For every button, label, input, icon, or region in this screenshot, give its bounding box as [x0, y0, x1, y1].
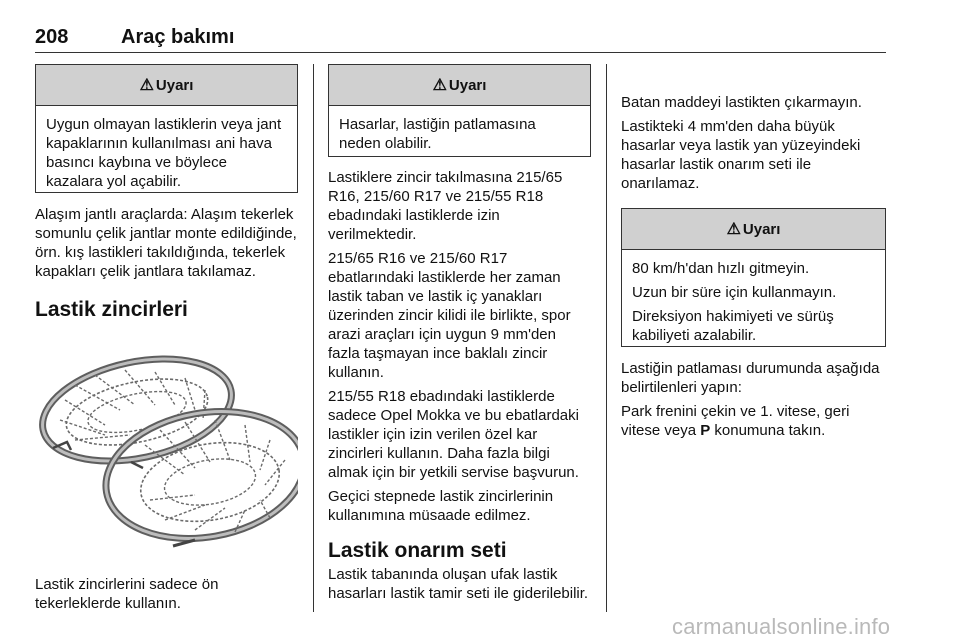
column-divider-2 [606, 64, 607, 612]
warning-header [329, 65, 590, 106]
warning-title: Uyarı [742, 220, 781, 238]
paragraph: Lastikteki 4 mm'den daha büyük hasarlar veya lastik yan yüzeyindeki hasarlar lastik onarım seti ile onarılamaz. [621, 118, 861, 192]
paragraph-text: Park frenini çekin ve 1. vitese, geri vitese veya [621, 403, 850, 439]
warning-line: Uzun bir süre için kullanmayın. [632, 284, 837, 301]
page-header [35, 26, 885, 54]
warning-body [329, 106, 590, 161]
column-2 [328, 64, 591, 603]
column-1-caption [35, 575, 298, 613]
header-rule [35, 52, 886, 53]
warning-box [621, 208, 886, 347]
warning-line: 80 km/h'dan hızlı gitmeyin. [632, 260, 810, 277]
paragraph: Geçici stepnede lastik zincirlerinin kullanımına müsaade edilmez. [328, 488, 554, 524]
paragraph: 215/55 R18 ebadındaki lastiklerde sadece Opel Mokka ve bu ebatlardaki lastikler için izin verilen özel kar zincirleri kullanın. Daha fazla bilgi almak için bir yetkili servise başvurun. [328, 388, 579, 481]
warning-title: Uyarı [448, 76, 487, 94]
warning-box [35, 64, 298, 193]
warning-line: Direksiyon hakimiyeti ve sürüş kabiliyeti azalabilir. [632, 308, 834, 344]
warning-body [622, 250, 885, 353]
warning-text: Uygun olmayan lastiklerin veya jant kapaklarının kullanılması ani hava basıncı kaybına ve böylece kazalara yol açabilir. [46, 116, 282, 190]
page-title: Araç bakımı [121, 26, 235, 48]
paragraph [621, 402, 886, 440]
warning-triangle-icon: ⚠ [726, 221, 741, 238]
section-heading: Lastik onarım seti [328, 539, 507, 562]
column-3 [621, 93, 886, 440]
warning-box [328, 64, 591, 157]
warning-triangle-icon: ⚠ [432, 77, 447, 94]
watermark: carmanualsonline.info [672, 614, 891, 639]
paragraph: Lastiklere zincir takılmasına 215/65 R16, 215/60 R17 ve 215/55 R18 ebadındaki lastiklerde izin verilmektedir. [328, 169, 563, 243]
column-divider-1 [313, 64, 314, 612]
warning-text: Hasarlar, lastiğin patlamasına neden olabilir. [339, 116, 536, 152]
paragraph: Lastiğin patlaması durumunda aşağıda belirtilenleri yapın: [621, 360, 880, 396]
column-1 [35, 64, 298, 322]
paragraph: 215/65 R16 ve 215/60 R17 ebatlarındaki lastiklerde her zaman lastik taban ve lastik iç yanakları üzerinden zincir kilidi ile birlikte, spor arazi araçları için uygun 9 mm'den fazla taşmayan ince baklalı zincir kullanın. [328, 250, 571, 381]
gear-position-label: P [700, 422, 711, 439]
figure-caption: Lastik zincirlerini sadece ön tekerleklerde kullanın. [35, 576, 219, 612]
warning-title: Uyarı [155, 76, 194, 94]
paragraph: Alaşım jantlı araçlarda: Alaşım tekerlek somunlu çelik jantlar monte edildiğinde, örn. kış lastikleri takıldığında, tekerlek kapakları çelik jantlara takılamaz. [35, 206, 297, 280]
warning-triangle-icon: ⚠ [139, 77, 154, 94]
page-number: 208 [35, 26, 69, 48]
paragraph: Lastik tabanında oluşan ufak lastik hasarları lastik tamir seti ile giderilebilir. [328, 566, 589, 602]
warning-header [36, 65, 297, 106]
snow-chain-drawing [35, 350, 298, 555]
warning-header [622, 209, 885, 250]
paragraph: Batan maddeyi lastikten çıkarmayın. [621, 94, 862, 111]
warning-body [36, 106, 297, 199]
snow-chain-illustration [35, 350, 298, 555]
section-heading: Lastik zincirleri [35, 298, 188, 321]
paragraph-text: konumuna takın. [710, 422, 826, 439]
